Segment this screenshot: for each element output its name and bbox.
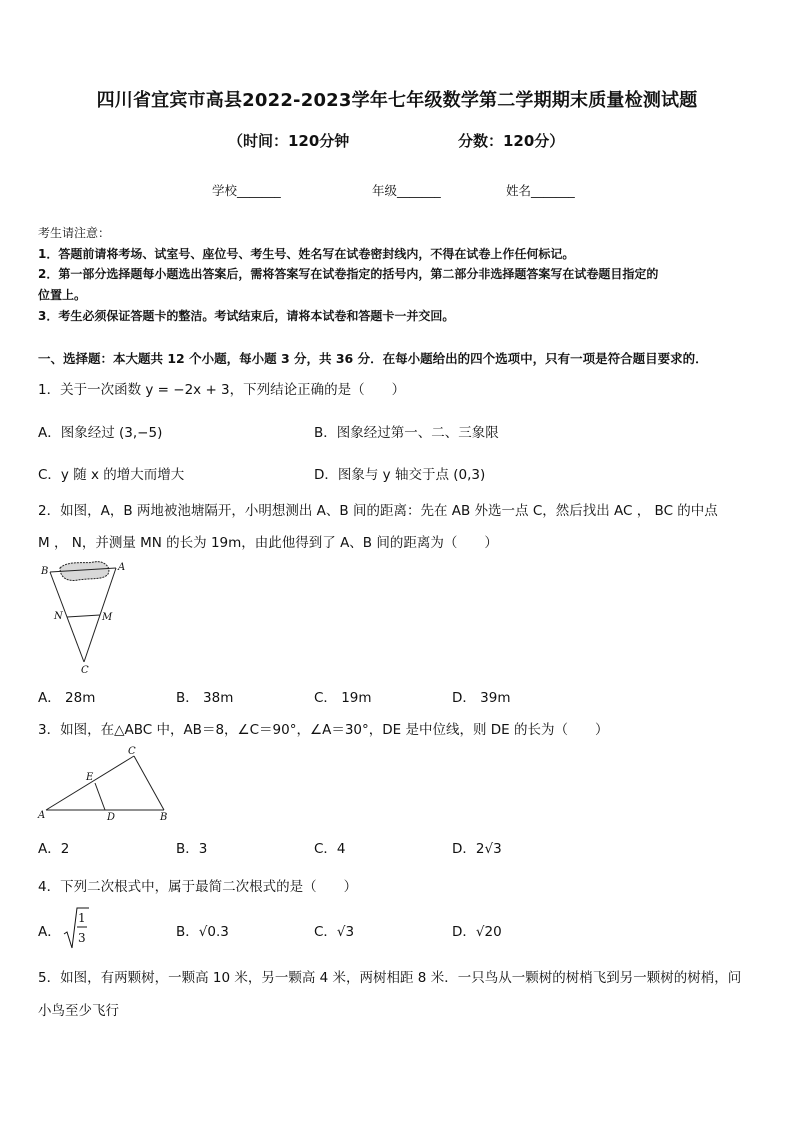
question-3-stem: 3．如图，在△ABC 中，AB＝8，∠C＝90°，∠A＝30°，DE 是中位线，则 DE 的长为（ ）	[38, 722, 609, 738]
question-2-line-1: 2．如图，A，B 两地被池塘隔开，小明想测出 A、B 间的距离：先在 AB 外选一点 C，然后找出 AC ， BC 的中点	[38, 503, 718, 519]
label-c: C	[128, 746, 136, 757]
question-4-stem: 4．下列二次根式中，属于最简二次根式的是（ ）	[38, 879, 358, 895]
question-1-option-b: B．图象经过第一、二、三象限	[314, 425, 499, 441]
question-4-option-c: C．√3	[314, 924, 355, 940]
question-1-option-a: A．图象经过 (3,−5)	[38, 425, 163, 441]
sqrt-one-third	[62, 904, 90, 950]
school-field: 学校_______	[212, 183, 281, 198]
label-b: B	[41, 566, 49, 577]
page-title: 四川省宜宾市高县2022-2023学年七年级数学第二学期期末质量检测试题	[96, 90, 698, 111]
label-e: E	[86, 772, 94, 783]
question-3-option-a: A．2	[38, 841, 70, 857]
label-a: A	[38, 810, 46, 821]
pond-triangle-figure	[38, 558, 128, 676]
question-4-option-d: D．√20	[452, 924, 502, 940]
label-m: M	[102, 612, 113, 623]
label-d: D	[107, 812, 116, 823]
label-c: C	[81, 665, 89, 676]
question-3-option-b: B．3	[176, 841, 208, 857]
question-5-line-2: 小鸟至少飞行	[38, 1003, 119, 1019]
question-3-option-c: C．4	[314, 841, 346, 857]
question-2-option-b: B． 38m	[176, 690, 234, 706]
question-2-option-c: C． 19m	[314, 690, 372, 706]
question-5-line-1: 5．如图，有两颗树，一颗高 10 米，另一颗高 4 米，两树相距 8 米．一只鸟从一颗树的树梢飞到另一颗树的树梢，问	[38, 970, 742, 986]
segment-mn	[67, 615, 100, 617]
fraction-denominator: 3	[78, 931, 86, 945]
right-triangle-figure	[36, 744, 176, 824]
question-3-option-d: D．2√3	[452, 841, 502, 857]
label-n: N	[54, 611, 63, 622]
question-4-option-b: B．√0.3	[176, 924, 229, 940]
question-1-option-c: C．y 随 x 的增大而增大	[38, 467, 185, 483]
question-2-line-2: M ， N，并测量 MN 的长为 19m，由此他得到了 A、B 间的距离为（ ）	[38, 535, 498, 551]
exam-time: （时间：120分钟	[228, 132, 350, 150]
name-field: 姓名_______	[506, 183, 575, 198]
section-heading: 一、选择题：本大题共 12 个小题，每小题 3 分，共 36 分．在每小题给出的四个选项中，只有一项是符合题目要求的．	[38, 351, 708, 366]
question-2-option-d: D． 39m	[452, 690, 511, 706]
segment-ac	[46, 756, 134, 810]
segment-bc	[134, 756, 164, 810]
fraction-numerator: 1	[78, 911, 86, 925]
question-1-stem: 1．关于一次函数 y = −2x + 3，下列结论正确的是（ ）	[38, 382, 406, 398]
question-2-option-a: A． 28m	[38, 690, 96, 706]
grade-field: 年级_______	[372, 183, 441, 198]
notice-item-3: 3．考生必须保证答题卡的整洁。考试结束后，请将本试卷和答题卡一并交回。	[38, 309, 455, 323]
notice-item-2-cont: 位置上。	[38, 288, 87, 302]
question-4-option-a: A．	[38, 924, 61, 940]
segment-de	[95, 783, 105, 810]
exam-score: 分数：120分）	[458, 132, 565, 150]
notice-heading: 考生请注意：	[38, 226, 111, 240]
notice-item-1: 1．答题前请将考场、试室号、座位号、考生号、姓名写在试卷密封线内，不得在试卷上作任何标记。	[38, 247, 575, 261]
label-b: B	[160, 812, 168, 823]
label-a: A	[118, 562, 126, 573]
question-1-option-d: D．图象与 y 轴交于点 (0,3)	[314, 467, 486, 483]
notice-item-2: 2．第一部分选择题每小题选出答案后，需将答案写在试卷指定的括号内，第二部分非选择题答案写在试卷题目指定的	[38, 267, 659, 281]
